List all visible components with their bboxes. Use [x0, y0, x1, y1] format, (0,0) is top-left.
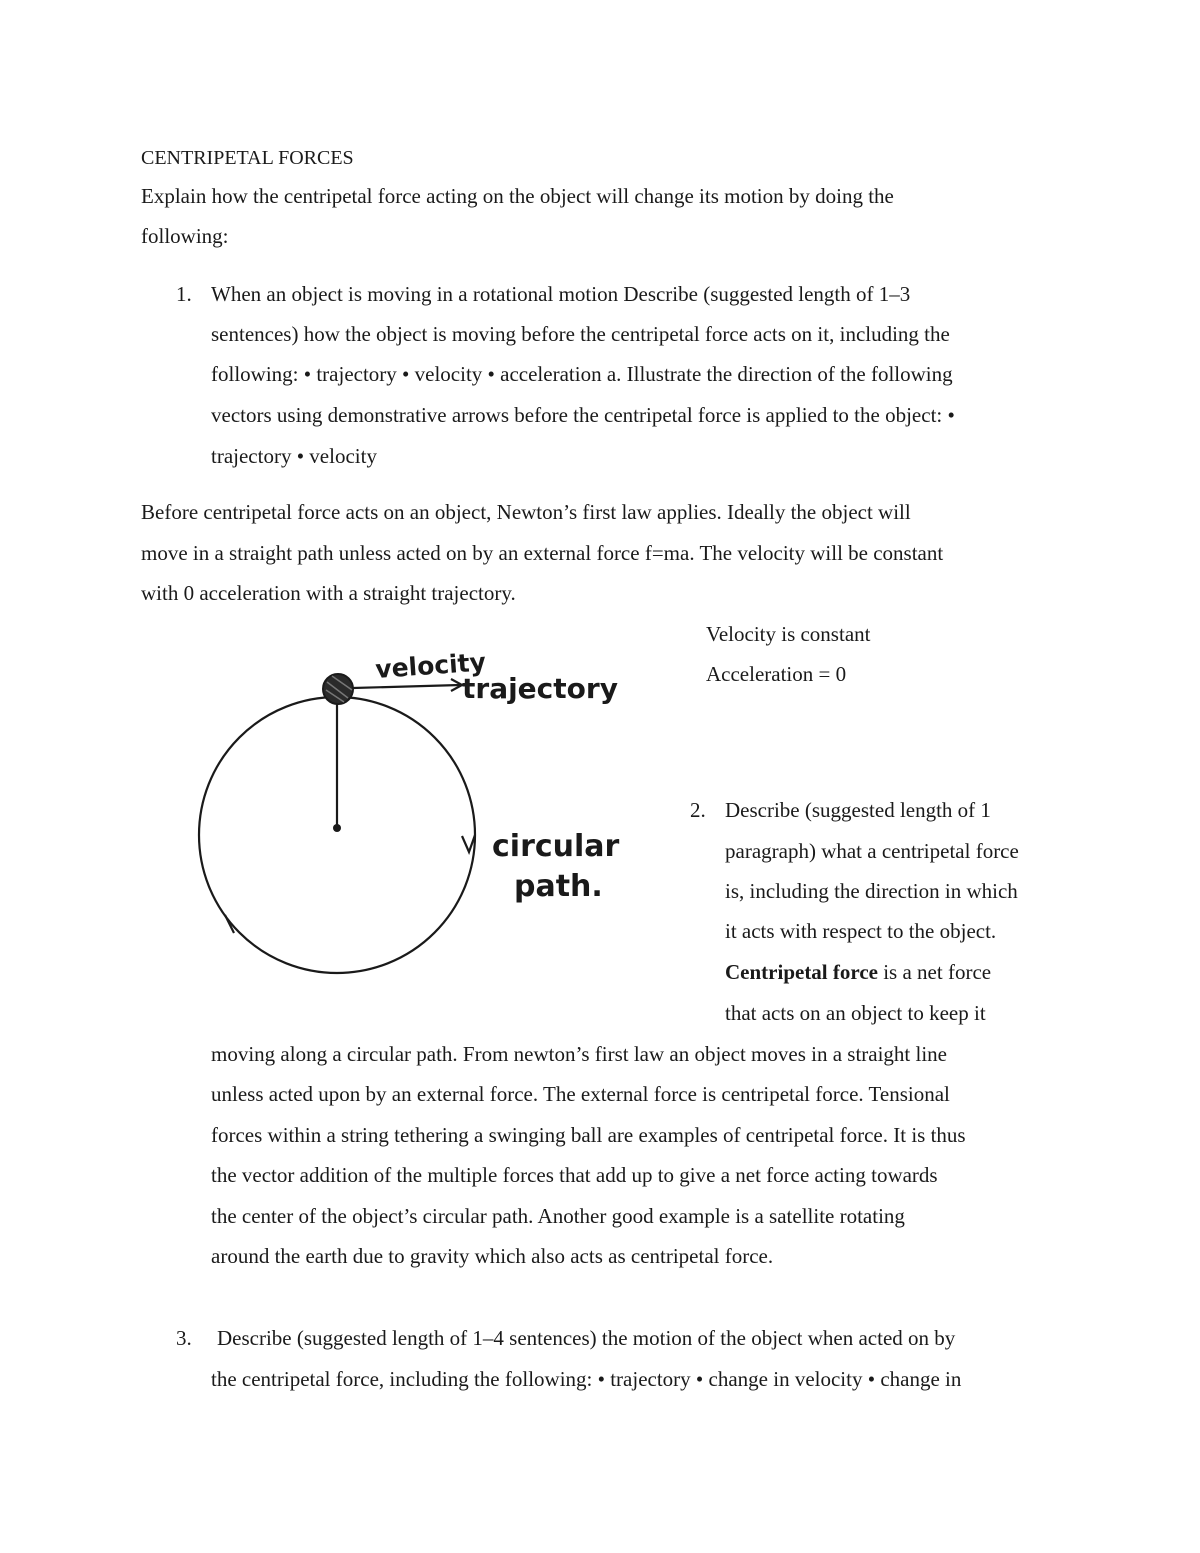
a2-line-5: the center of the object’s circular path. Another good example is a satellite rotating — [211, 1204, 905, 1228]
q1-line-2: sentences) how the object is moving before the centripetal force acts on it, including the — [211, 322, 950, 346]
q1-line-1: When an object is moving in a rotational motion Describe (suggested length of 1–3 — [211, 282, 911, 306]
circular-motion-diagram — [170, 630, 640, 1000]
q1-line-3: following: • trajectory • velocity • acceleration a. Illustrate the direction of the following — [211, 362, 953, 386]
q2-line-4: it acts with respect to the object. — [725, 919, 997, 943]
label-velocity: velocity — [374, 647, 487, 684]
q2-number: 2. — [690, 798, 706, 822]
intro-line-1: Explain how the centripetal force acting on the object will change its motion by doing the — [141, 184, 894, 208]
velocity-arrow — [353, 685, 460, 688]
ball — [323, 674, 353, 704]
a2-line-6: around the earth due to gravity which also acts as centripetal force. — [211, 1244, 774, 1268]
q3-number: 3. — [176, 1326, 192, 1350]
q2-line-5 — [725, 952, 991, 993]
a1-line-2: move in a straight path unless acted on by an external force f=ma. The velocity will be constant — [141, 541, 944, 565]
center-dot — [333, 824, 341, 832]
q2-line-2: paragraph) what a centripetal force — [725, 839, 1019, 863]
q3-line-2: the centripetal force, including the following: • trajectory • change in velocity • change in — [211, 1367, 962, 1391]
label-trajectory: trajectory — [462, 672, 618, 705]
note-acceleration: Acceleration = 0 — [706, 662, 847, 686]
q2-line-1: Describe (suggested length of 1 — [725, 798, 991, 822]
label-path: path. — [514, 869, 603, 904]
centripetal-force-term: Centripetal force — [725, 960, 878, 984]
a2-line-3: forces within a string tethering a swinging ball are examples of centripetal force. It is thus — [211, 1123, 966, 1147]
a1-line-3: with 0 acceleration with a straight trajectory. — [141, 581, 516, 605]
a2-line-2: unless acted upon by an external force. The external force is centripetal force. Tensional — [211, 1082, 950, 1106]
q2-line-3: is, including the direction in which — [725, 879, 1018, 903]
q2-line-5-rest: is a net force — [877, 960, 992, 984]
a1-line-1: Before centripetal force acts on an object, Newton’s first law applies. Ideally the object will — [141, 500, 911, 524]
note-velocity: Velocity is constant — [706, 622, 871, 646]
intro-line-2: following: — [141, 224, 229, 248]
direction-arrowhead — [462, 835, 475, 852]
a2-line-4: the vector addition of the multiple forces that add up to give a net force acting towards — [211, 1163, 938, 1187]
page-title: CENTRIPETAL FORCES — [141, 147, 354, 169]
q2-line-6: that acts on an object to keep it — [725, 1001, 986, 1025]
q1-line-5: trajectory • velocity — [211, 444, 377, 468]
a2-line-1: moving along a circular path. From newton’s first law an object moves in a straight line — [211, 1042, 947, 1066]
q3-line-1: Describe (suggested length of 1–4 sentences) the motion of the object when acted on by — [217, 1326, 956, 1350]
q1-line-4: vectors using demonstrative arrows before the centripetal force is applied to the object: • — [211, 403, 955, 427]
q1-number: 1. — [176, 282, 192, 306]
label-circular: circular — [492, 829, 620, 864]
